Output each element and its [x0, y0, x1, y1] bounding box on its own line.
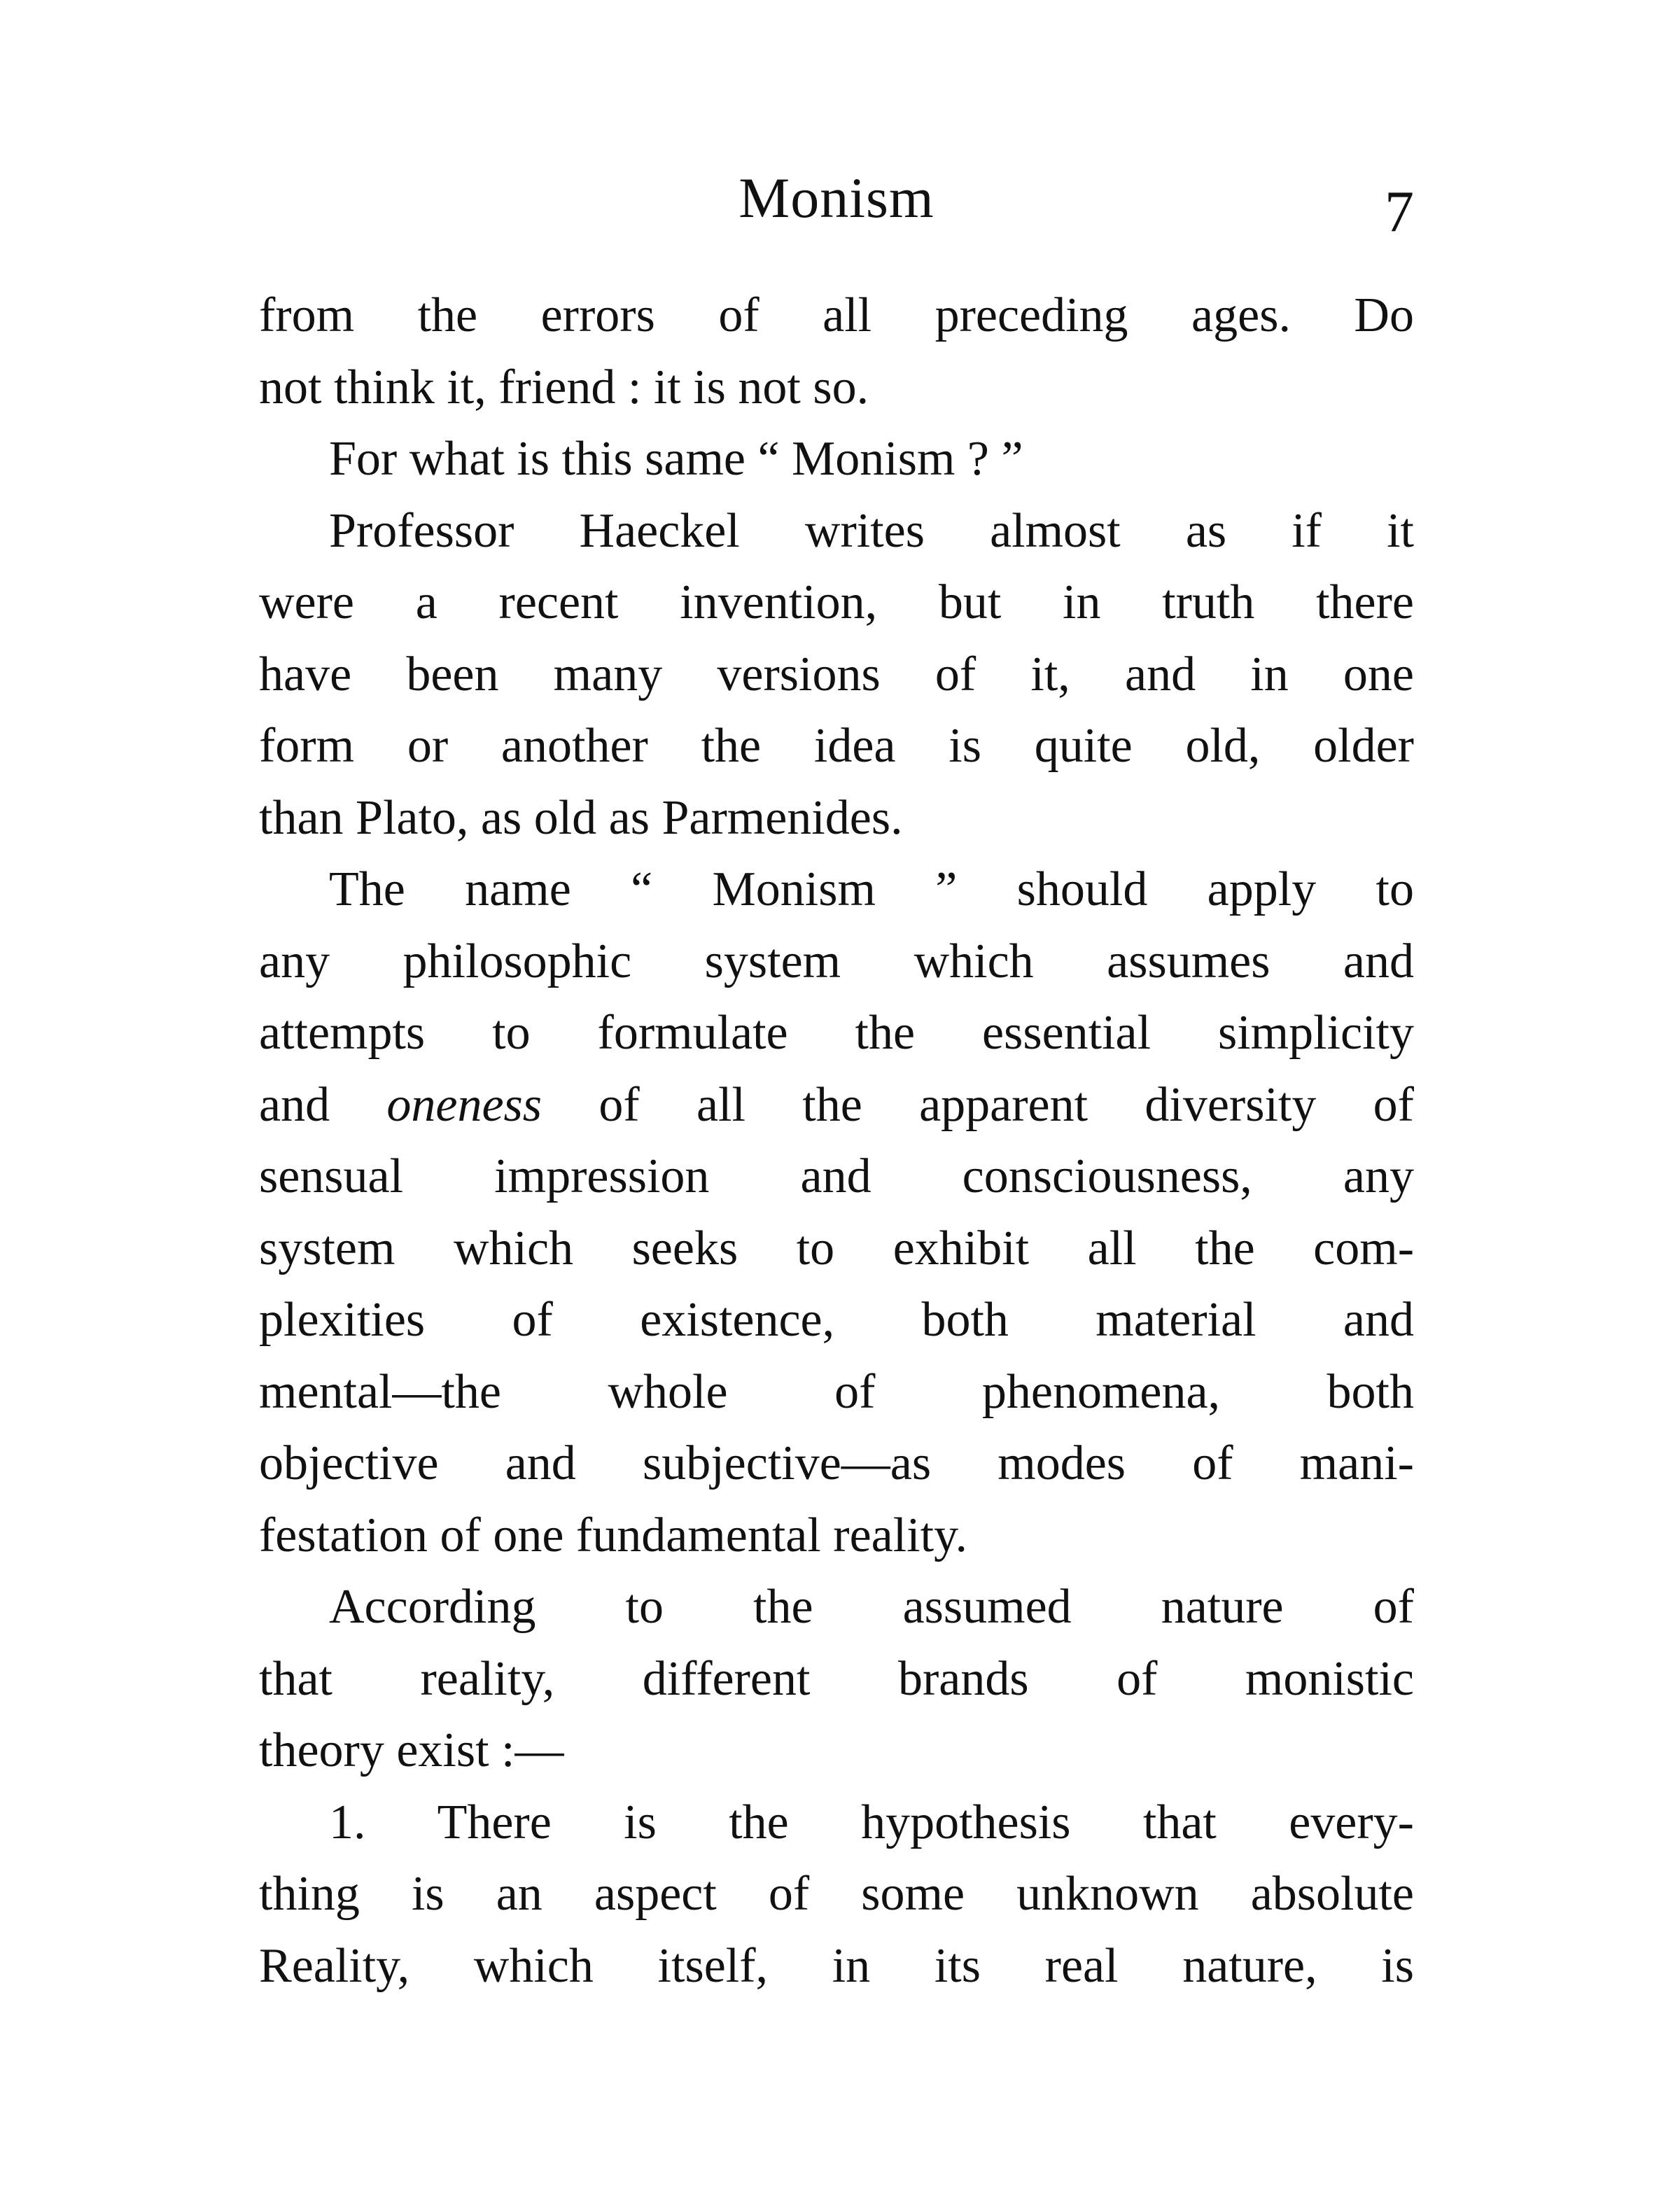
- text-line: According to the assumed nature of: [329, 1580, 1414, 1634]
- text-line: that reality, different brands of monistic: [259, 1651, 1414, 1706]
- text-line: any philosophic system which assumes and: [259, 934, 1414, 988]
- text-line: 1. There is the hypothesis that every-: [329, 1795, 1414, 1849]
- running-head: [259, 160, 1414, 244]
- paragraph: [259, 424, 1414, 496]
- text-segment: and: [259, 1077, 387, 1132]
- text-line: system which seeks to exhibit all the com-: [259, 1221, 1414, 1275]
- text-line: Reality, which itself, in its real nature, is: [259, 1938, 1414, 1993]
- text-line: than Plato, as old as Parmenides.: [259, 790, 903, 845]
- text-line: [259, 1070, 1414, 1142]
- paragraph: [259, 854, 1414, 1572]
- text-segment: of all the apparent diversity of: [542, 1077, 1414, 1132]
- text-line: have been many versions of it, and in one: [259, 647, 1414, 701]
- text-line: Professor Haeckel writes almost as if it: [329, 503, 1414, 558]
- text-line: attempts to formulate the essential simplicity: [259, 1006, 1414, 1060]
- text-line: thing is an aspect of some unknown absolute: [259, 1867, 1414, 1921]
- text-line: mental—the whole of phenomena, both: [259, 1364, 1414, 1419]
- text-line: The name “ Monism ” should apply to: [329, 862, 1414, 916]
- page-number: 7: [1385, 179, 1414, 244]
- text-line: plexities of existence, both material and: [259, 1293, 1414, 1347]
- running-title: Monism: [738, 166, 934, 230]
- paragraph: [259, 280, 1414, 424]
- text-line: were a recent invention, but in truth there: [259, 575, 1414, 629]
- body-text: [259, 280, 1414, 2002]
- emphasized-word: oneness: [386, 1077, 542, 1132]
- text-line: For what is this same “ Monism ? ”: [329, 432, 1023, 486]
- text-line: festation of one fundamental reality.: [259, 1508, 968, 1562]
- text-line: form or another the idea is quite old, older: [259, 719, 1414, 773]
- text-line: sensual impression and consciousness, any: [259, 1149, 1414, 1203]
- paragraph: [259, 1787, 1414, 2003]
- paragraph: [259, 496, 1414, 855]
- text-line: from the errors of all preceding ages. Do: [259, 288, 1414, 342]
- text-line: not think it, friend : it is not so.: [259, 360, 869, 414]
- text-line: objective and subjective—as modes of mani-: [259, 1436, 1414, 1490]
- paragraph: [259, 1572, 1414, 1787]
- text-line: theory exist :—: [259, 1723, 564, 1777]
